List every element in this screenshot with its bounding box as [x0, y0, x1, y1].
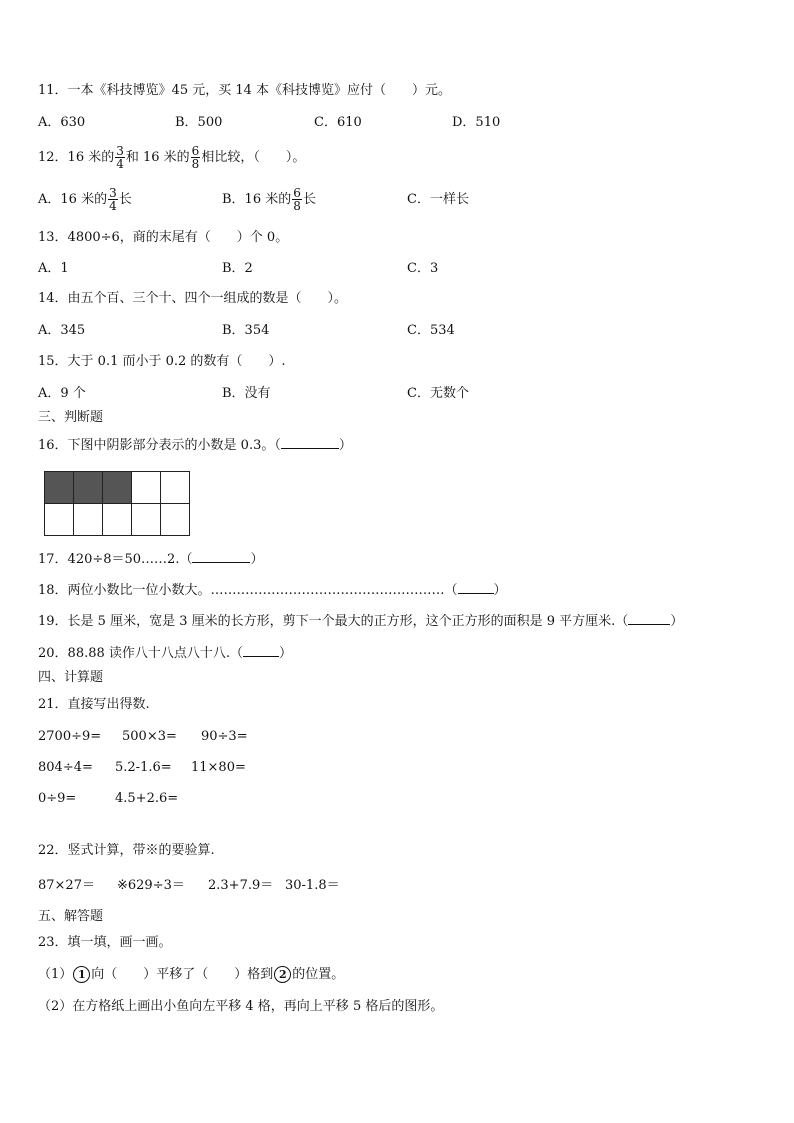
question-12 — [38, 144, 305, 172]
q13-option-b[interactable]: B．2 — [222, 261, 253, 276]
q12-option-a[interactable]: A．16 米的 $\frac{3}{4}$ 长 — [38, 186, 132, 213]
q11-option-a[interactable]: A．630 — [38, 115, 86, 130]
question-22: 22．竖式计算，带※的要验算. — [38, 843, 215, 858]
question-23-part-1: （1） 1 向（ ）平移了（ ）格到 2 的位置。 — [38, 967, 345, 982]
question-15: 15．大于 0.1 而小于 0.2 的数有（ ）. — [38, 354, 286, 369]
question-23: 23．填一填，画一画。 — [38, 935, 172, 950]
question-14: 14．由五个百、三个十、四个一组成的数是（ ）。 — [38, 291, 348, 306]
q11-option-d[interactable]: D．510 — [452, 115, 501, 130]
q11-option-b[interactable]: B．500 — [175, 115, 223, 130]
q12-option-c[interactable]: C．一样长 — [407, 192, 469, 207]
question-21: 21．直接写出得数. — [38, 697, 150, 712]
grid-cell — [45, 504, 74, 536]
circled-number-2: 2 — [274, 966, 291, 983]
calc-item: 4.5+2.6= — [115, 791, 179, 806]
question-20: 20．88.88 读作八十八点八十八.（ ） — [38, 646, 293, 661]
grid-cell — [161, 472, 190, 504]
q19-answer-blank[interactable] — [628, 612, 670, 625]
q18-answer-blank[interactable] — [458, 581, 494, 594]
q15-option-b[interactable]: B．没有 — [222, 386, 271, 401]
grid-cell — [132, 504, 161, 536]
calc-item: 5.2-1.6= — [115, 760, 172, 775]
q12-suffix: 相比较，（ ）。 — [201, 150, 306, 165]
q15-option-c[interactable]: C．无数个 — [407, 386, 469, 401]
q13-option-a[interactable]: A．1 — [38, 261, 69, 276]
calc-item: 0÷9= — [38, 791, 77, 806]
q11-option-c[interactable]: C．610 — [314, 115, 362, 130]
q12-option-b-fraction: $\frac{6}{8}$ — [293, 186, 301, 213]
q12-fraction-2: $\frac{6}{8}$ — [191, 144, 200, 171]
grid-cell-shaded — [45, 472, 74, 504]
section-heading-calculation: 四、计算题 — [38, 670, 104, 685]
calc-item: 11×80= — [191, 760, 246, 775]
q13-option-c[interactable]: C．3 — [407, 261, 439, 276]
grid-cell-shaded — [103, 472, 132, 504]
question-11: 11．一本《科技博览》45 元，买 14 本《科技博览》应付（ ）元。 — [38, 83, 452, 98]
grid-cell — [132, 472, 161, 504]
section-heading-word-problems: 五、解答题 — [38, 909, 104, 924]
q16-answer-blank[interactable] — [281, 436, 339, 449]
q14-option-a[interactable]: A．345 — [38, 323, 86, 338]
q12-option-b[interactable]: B．16 米的 $\frac{6}{8}$ 长 — [222, 186, 316, 213]
question-17: 17．420÷8＝50……2.（ ） — [38, 552, 264, 567]
calc-item: 500×3= — [122, 729, 177, 744]
vertical-calc-item: 30-1.8＝ — [285, 878, 340, 893]
q12-option-a-fraction: $\frac{3}{4}$ — [109, 186, 117, 213]
calc-item: 804÷4= — [38, 760, 93, 775]
q14-option-b[interactable]: B．354 — [222, 323, 270, 338]
vertical-calc-item: 2.3+7.9＝ — [208, 878, 274, 893]
q15-option-a[interactable]: A．9 个 — [38, 386, 86, 401]
q12-prefix: 12．16 米的 — [38, 150, 115, 165]
grid-cell-shaded — [74, 472, 103, 504]
question-16: 16．下图中阴影部分表示的小数是 0.3。（ ） — [38, 438, 352, 453]
vertical-calc-item: 87×27＝ — [38, 878, 95, 893]
section-heading-judgement: 三、判断题 — [38, 410, 104, 425]
decimal-grid-figure — [44, 471, 190, 536]
q12-middle: 和 16 米的 — [125, 150, 190, 165]
vertical-calc-item: ※629÷3＝ — [117, 878, 185, 893]
question-13: 13．4800÷6，商的末尾有（ ）个 0。 — [38, 230, 289, 245]
calc-item: 2700÷9= — [38, 729, 102, 744]
q14-option-c[interactable]: C．534 — [407, 323, 455, 338]
q12-fraction-1: $\frac{3}{4}$ — [116, 144, 124, 171]
question-19: 19．长是 5 厘米，宽是 3 厘米的长方形，剪下一个最大的正方形，这个正方形的面积是 9 平方厘米.（ ） — [38, 614, 684, 629]
grid-cell — [74, 504, 103, 536]
question-23-part-2: （2）在方格纸上画出小鱼向左平移 4 格，再向上平移 5 格后的图形。 — [38, 999, 444, 1014]
q17-answer-blank[interactable] — [192, 550, 250, 563]
calc-item: 90÷3= — [201, 729, 248, 744]
question-18: 18．两位小数比一位小数大。………………………………………………（ ） — [38, 583, 507, 598]
grid-cell — [103, 504, 132, 536]
grid-cell — [161, 504, 190, 536]
circled-number-1: 1 — [73, 966, 90, 983]
q20-answer-blank[interactable] — [243, 644, 279, 657]
